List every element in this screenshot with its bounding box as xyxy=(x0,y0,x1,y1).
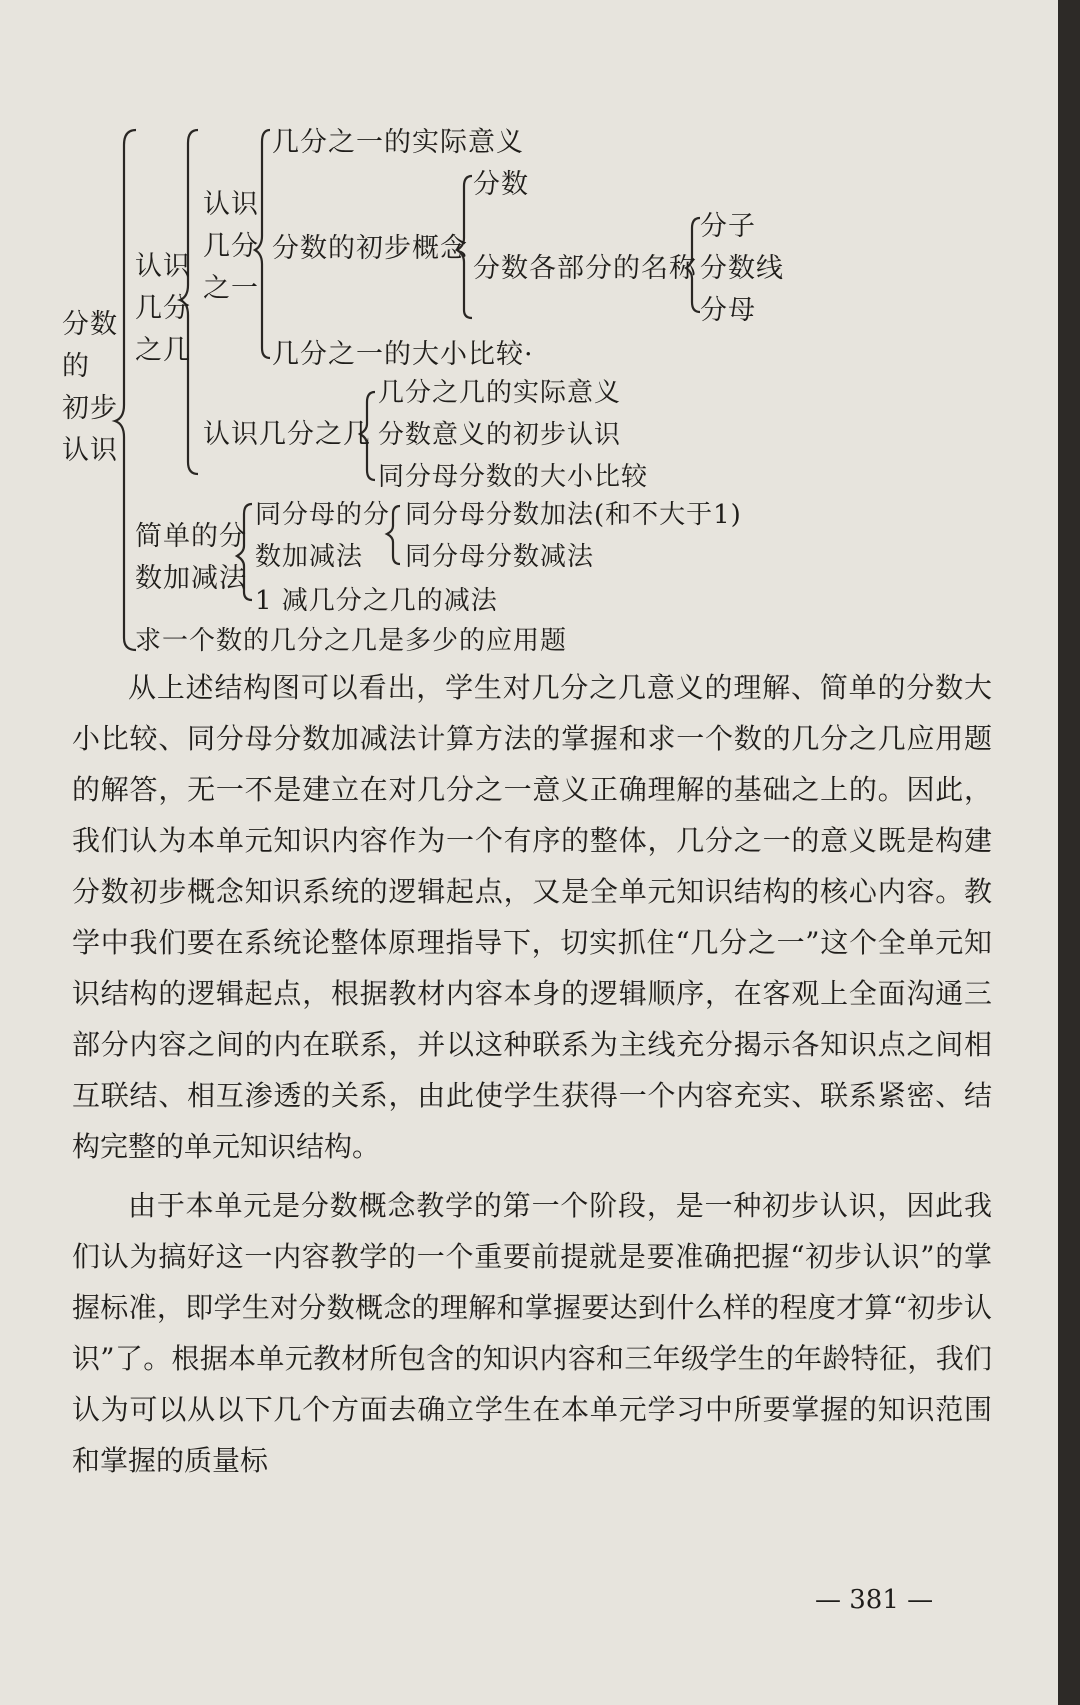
root-label-1: 分数 xyxy=(62,309,118,340)
part1-label-1: 认识 xyxy=(135,251,191,282)
leaf-fraction-line: 分数线 xyxy=(700,253,784,284)
leaf-b1: 几分之几的实际意义 xyxy=(378,378,622,408)
root-label-3: 初步 xyxy=(62,393,118,424)
leaf-concept: 分数的初步概念 xyxy=(272,233,468,264)
part1a-label-2: 几分 xyxy=(203,231,259,262)
page-number: — 381 — xyxy=(815,1585,934,1615)
body-text xyxy=(72,662,992,1486)
part1a-label-1: 认识 xyxy=(203,189,259,220)
part1b-label: 认识几分之几 xyxy=(203,419,371,450)
leaf-c1x: 同分母分数加法(和不大于1) xyxy=(405,500,742,530)
leaf-numerator: 分子 xyxy=(700,211,756,242)
leaf-c1y: 同分母分数减法 xyxy=(405,542,595,572)
leaf-compare: 几分之一的大小比较· xyxy=(272,339,534,370)
root-brace xyxy=(115,130,136,650)
root-label-2: 的 xyxy=(62,351,90,382)
part1a-label-3: 之一 xyxy=(203,273,259,304)
leaf-denominator: 分母 xyxy=(700,295,756,326)
leaf-b2: 分数意义的初步认识 xyxy=(378,420,622,450)
page-edge xyxy=(1058,0,1080,1705)
root-label-4: 认识 xyxy=(62,435,118,466)
paragraph-2: 由于本单元是分数概念教学的第一个阶段，是一种初步认识，因此我们认为搞好这一内容教学的一个重要前提就是要准确把握“初步认识”的掌握标准，即学生对分数概念的理解和掌握要达到什么样的程度才算“初步认识”了。根据本单元教材所包含的知识内容和三年级学生的年龄特征，我们认为可以从以下几个方面去确立学生在本单元学习中所要掌握的知识范围和掌握的质量标 xyxy=(72,1189,992,1477)
c1-label-1: 同分母的分 xyxy=(255,500,391,530)
part3-label: 求一个数的几分之几是多少的应用题 xyxy=(135,626,568,656)
leaf-c2: 1 减几分之几的减法 xyxy=(255,586,498,616)
part2-label-1: 简单的分 xyxy=(135,521,247,552)
part2-label-2: 数加减法 xyxy=(135,563,247,594)
part1-label-2: 几分 xyxy=(135,293,191,324)
leaf-meaning: 几分之一的实际意义 xyxy=(272,127,524,158)
leaf-parts-name: 分数各部分的名称 xyxy=(473,253,697,284)
leaf-b3: 同分母分数的大小比较 xyxy=(378,462,649,492)
paragraph-1: 从上述结构图可以看出，学生对几分之几意义的理解、简单的分数大小比较、同分母分数加减法计算方法的掌握和求一个数的几分之几应用题的解答，无一不是建立在对几分之一意义正确理解的基础之上的。因此，我们认为本单元知识内容作为一个有序的整体，几分之一的意义既是构建分数初步概念知识系统的逻辑起点，又是全单元知识结构的核心内容。教学中我们要在系统论整体原理指导下，切实抓住“几分之一”这个全单元知识结构的逻辑起点，根据教材内容本身的逻辑顺序，在客观上全面沟通三部分内容之间的内在联系，并以这种联系为主线充分揭示各知识点之间相互联结、相互渗透的关系，由此使学生获得一个内容充实、联系紧密、结构完整的单元知识结构。 xyxy=(72,671,992,1163)
c1-label-2: 数加减法 xyxy=(255,542,364,572)
leaf-fraction: 分数 xyxy=(473,169,529,200)
part1-label-3: 之几 xyxy=(135,335,191,366)
